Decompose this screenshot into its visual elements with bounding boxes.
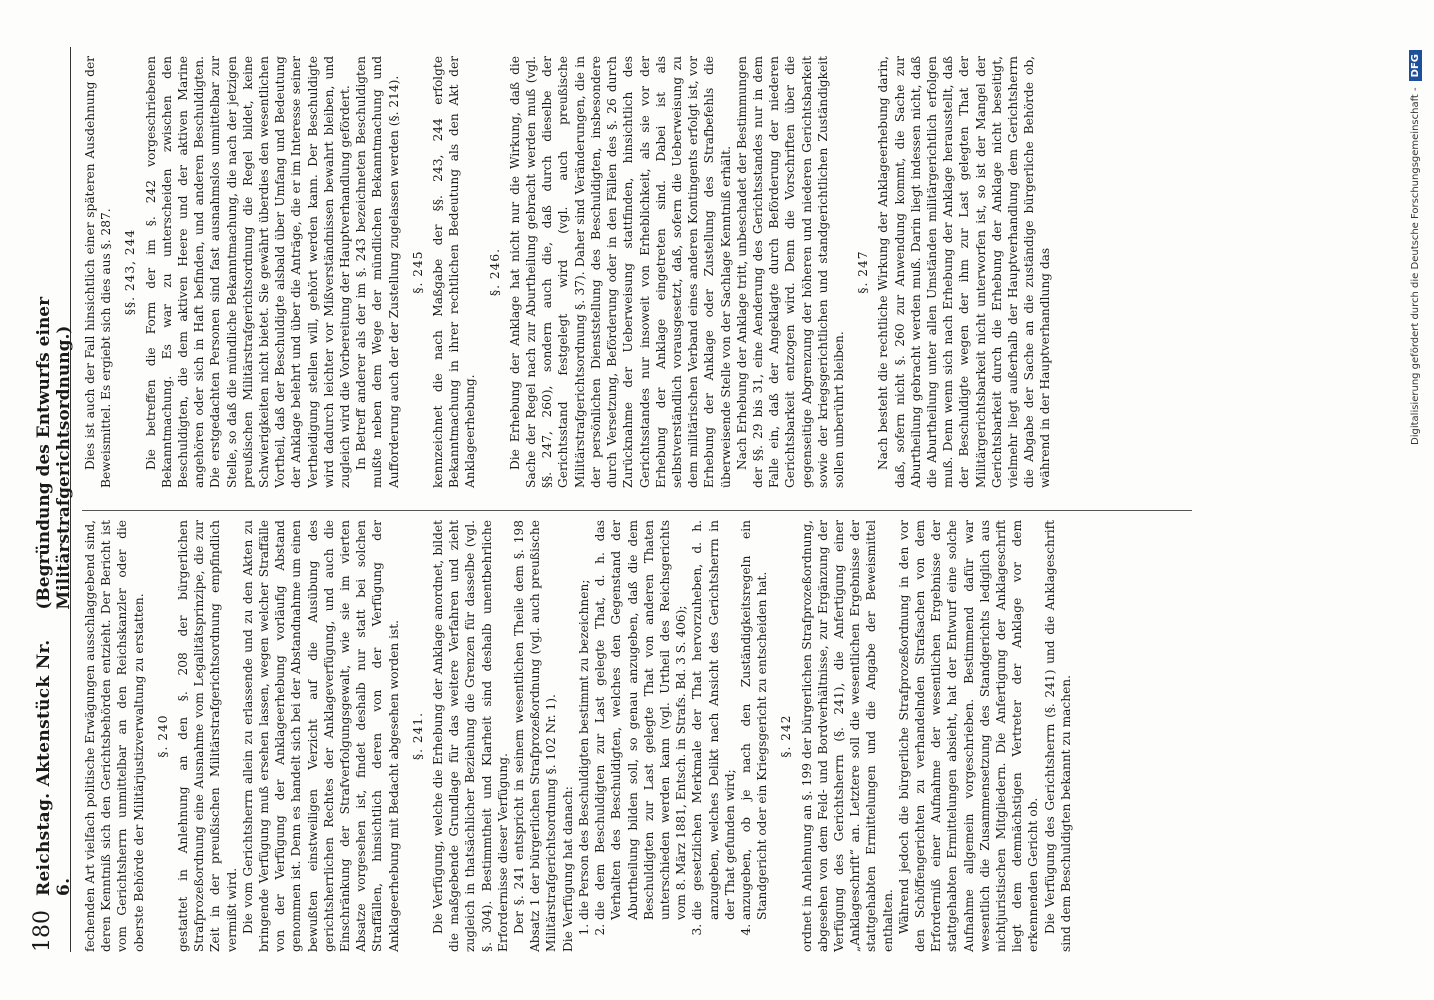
page-number: 180 (30, 910, 55, 952)
list-item: 1. die Person des Beschuldigten bestimmt zu bezeichnen; (576, 520, 592, 920)
section-heading: §. 247 (856, 250, 871, 294)
paragraph: Dies ist auch der Fall hinsichtlich einer späteren Ausdehnung der Beweismittel. Es ergiebt sich dies aus §. 287. (83, 56, 114, 488)
digitization-credit (1405, 50, 1425, 950)
paragraph: Die vom Gerichtsherrn allein zu erlassende und zu den Akten zu bringende Verfügung muß ersehen lassen, wegen welcher Straffälle von der Verfügung der Anklageerhebung vorläufig Abstand genommen ist. Denn es handelt sich bei der Abstandnahme um einen bewußten einstweiligen Verzicht auf die Ausübung des gerichtsherrlichen Rechtes der Anklageverfügung, und auch die Einschränkung der Strafverfolgungsgewalt, wie sie im vierten Absatze vorgesehen ist, findet deshalb nur statt bei solchen Straffällen, hinsichtlich deren von der Verfügung der Anklageerhebung mit Bedacht abgesehen worden ist. (240, 520, 401, 952)
paragraph: Die Verfügung, welche die Erhebung der Anklage anordnet, bildet die maßgebende Grundlage für das weitere Verfahren und zieht zugleich in thatsächlicher Beziehung die Grenzen für dasselbe (vgl. §. 304). Bestimmtheit und Klarheit sind deshalb unentbehrliche Erfordernisse dieser Verfügung. (431, 520, 510, 952)
section-heading: §. 245 (410, 250, 425, 294)
requirements-list (576, 520, 770, 952)
paragraph: Die betreffen die Form der im §. 242 vorgeschriebenen Bekanntmachung. Es war zu unterscheiden zwischen den Beschuldigten, die dem aktiven Heere und der aktiven Marine angehören oder sich in Haft befinden, und anderen Beschuldigten. Die erstgedachten Personen sind fast ausnahmslos unmittelbar zur Stelle, so daß die mündliche Bekanntmachung, die nach der jetzigen preußischen Militärstrafgerichtsordnung die Regel bildet, keine Schwierigkeiten nicht bietet. Sie gewährt überdies den wesentlichen Vortheil, daß der Beschuldigte alsbald über Umfang und Bedeutung der Anklage belehrt und über die Anträge, die er im Interesse seiner Vertheidigung stellen will, gehört werden kann. Der Beschuldigte wird dadurch leichter vor Mißverständnissen bewahrt bleiben, und zugleich wird die Vorbereitung der Hauptverhandlung gefördert. (143, 56, 353, 488)
left-column (82, 520, 1074, 952)
list-item: 3. die gesetzlichen Merkmale der That hervorzuheben, d. h. anzugeben, welches Delikt nach Ansicht des Gerichtsherrn in der That gefunden wird; (689, 520, 738, 920)
section-title: (Begründung des Entwurfs einer Militärstrafgerichtsordnung.) (34, 296, 74, 610)
credit-text: Digitalisierung gefördert durch die Deutsche Forschungsgemeinschaft - (1409, 87, 1421, 445)
paragraph: Die Verfügung des Gerichtsherrn (§. 241) und die Anklageschrift sind dem Beschuldigten bekannt zu machen. (1042, 520, 1073, 952)
paragraph: ordnet in Anlehnung an §. 199 der bürgerlichen Strafprozeßordnung, abgesehen von dem Feld- und Bordverhältnisse, zur Ergänzung der Verfügung des Gerichtsherrn (§. 241), die Anfertigung einer „Anklageschrift“ an. Letztere soll die wesentlichen Ergebnisse der stattgehabten Ermittelungen und die Angabe der Beweismittel enthalten. (799, 520, 895, 952)
column-divider (82, 510, 1192, 511)
list-item: 4. anzugeben, ob je nach den Zuständigkeitsregeln ein Standgericht oder ein Kriegsgericht zu entscheiden hat. (738, 520, 770, 920)
list-item: 2. die dem Beschuldigten zur Last gelegte That, d. h. das Verhalten des Beschuldigten, welches den Gegenstand der Aburtheilung bilden soll, so genau anzugeben, daß die dem Beschuldigten zur Last gelegte That von anderen Thaten unterschieden werden kann (vgl. Urtheil des Reichsgerichts vom 8. März 1881, Entsch. in Strafs. Bd. 3 S. 406); (592, 520, 689, 920)
section-heading: §. 242 (779, 714, 794, 758)
paragraph: kennzeichnet die nach Maßgabe der §§. 243, 244 erfolgte Bekanntmachung in ihrer rechtlichen Bedeutung als den Akt der Anklageerhebung. (431, 56, 478, 488)
section-heading: §. 241. (410, 712, 425, 760)
paragraph: Während jedoch die bürgerliche Strafprozeßordnung in den vor den Schöffengerichten zu verhandelnden Strafsachen von dem Erforderniß einer Aufnahme der wesentlichen Ergebnisse der stattgehabten Ermittelungen absieht, hat der Entwurf eine solche Aufnahme allgemein vorgeschrieben. Bestimmend dafür war wesentlich die Zusammensetzung des Standgerichts lediglich aus nichtjuristischen Mitgliedern. Die Anfertigung der Anklageschrift liegt dem demnächstigen Vertreter der Anklage vor dem erkennenden Gericht ob. (896, 520, 1041, 952)
paragraph: Nach Erhebung der Anklage tritt, unbeschadet der Bestimmungen der §§. 29 bis 31, eine Aenderung des Gerichtsstandes nur in dem Falle ein, daß der Angeklagte durch Beförderung der niederen Gerichtsbarkeit entzogen wird. Denn die Vorschriften über die gegenseitige Abgrenzung der höheren und niederen Gerichtsbarkeit sowie der kriegsgerichtlichen und standgerichtlichen Zuständigkeit sollen unberührt bleiben. (734, 56, 846, 488)
paragraph: Der §. 241 entspricht in seinem wesentlichen Theile dem §. 198 Absatz 1 der bürgerlichen Strafprozeßordnung (vgl. auch preußische Militärstrafgerichtsordnung §. 102 Nr. 1). (512, 520, 559, 952)
page-header (30, 47, 74, 952)
paragraph: fechenden Art vielfach politische Erwägungen ausschlaggebend sind, deren Kenntniß sich den Gerichtsbehörden entzieht. Der Bericht ist vom Gerichtsherrn unmittelbar an den Reichskanzler oder die oberste Behörde der Militärjustizverwaltung zu erstatten. (83, 520, 146, 952)
dfg-logo: DFG (1409, 50, 1422, 81)
paragraph: Die Erhebung der Anklage hat nicht nur die Wirkung, daß die Sache der Regel nach zur Aburtheilung gebracht werden muß (vgl. §§. 247, 260), sondern auch die, daß durch dieselbe der Gerichtsstand festgelegt wird (vgl. auch preußische Militärstrafgerichtsordnung §. 37). Daher sind Veränderungen, die in der persönlichen Dienststellung des Beschuldigten, insbesondere durch Versetzung, Beförderung oder in den Fällen des §. 26 durch Zurücknahme der Ueberweisung stattfinden, hinsichtlich des Gerichtsstandes nur insoweit von Erheblichkeit, als sie vor der Erhebung der Anklage eingetreten sind. Dabei ist als selbstverständlich vorausgesetzt, daß, sofern die Ueberweisung zu dem militärischen Verband eines anderen Kontingents erfolgt ist, vor Erhebung der Anklage oder Zustellung des Strafbefehls die überweisende Stelle von der Sachlage Kenntniß erhält. (507, 56, 733, 488)
right-column (82, 56, 1054, 488)
running-title: Reichstag. Aktenstück Nr. 6. (34, 639, 74, 896)
section-heading: §. 240 (155, 714, 170, 758)
section-heading: §§. 243, 244 (123, 228, 138, 316)
paragraph: gestattet in Anlehnung an den §. 208 der bürgerlichen Strafprozeßordnung eine Ausnahme vom Legalitätsprinzipe, die zur Zeit in der preußischen Militärstrafgerichtsordnung empfindlich vermißt wird. (176, 520, 239, 952)
paragraph: Nach besteht die rechtliche Wirkung der Anklageerhebung darin, daß, sofern nicht §. 260 zur Anwendung kommt, die Sache zur Aburtheilung gebracht werden muß. Darin liegt indessen nicht, daß die Aburtheilung unter allen Umständen militärgerichtlich erfolgen muß. Denn wenn sich nach Erhebung der Anklage herausstellt, daß der Beschuldigte wegen der ihm zur Last gelegten That der Militärgerichtsbarkeit nicht unterworfen ist, so ist der Mangel der Gerichtsbarkeit durch die Erhebung der Anklage nicht beseitigt, vielmehr liegt außerhalb der Hauptverhandlung dem Gerichtsherrn die Abgabe der Sache an die zuständige bürgerliche Behörde ob, während in der Hauptverhandlung das (876, 56, 1053, 488)
section-heading: §. 246. (487, 248, 502, 296)
paragraph: Die Verfügung hat danach: (560, 786, 575, 952)
paragraph: In Betreff anderer als der im §. 243 bezeichneten Beschuldigten mußte neben dem Wege der mündlichen Bekanntmachung und Aufforderung auch der der Zustellung zugelassen werden (§. 214). (354, 56, 401, 488)
